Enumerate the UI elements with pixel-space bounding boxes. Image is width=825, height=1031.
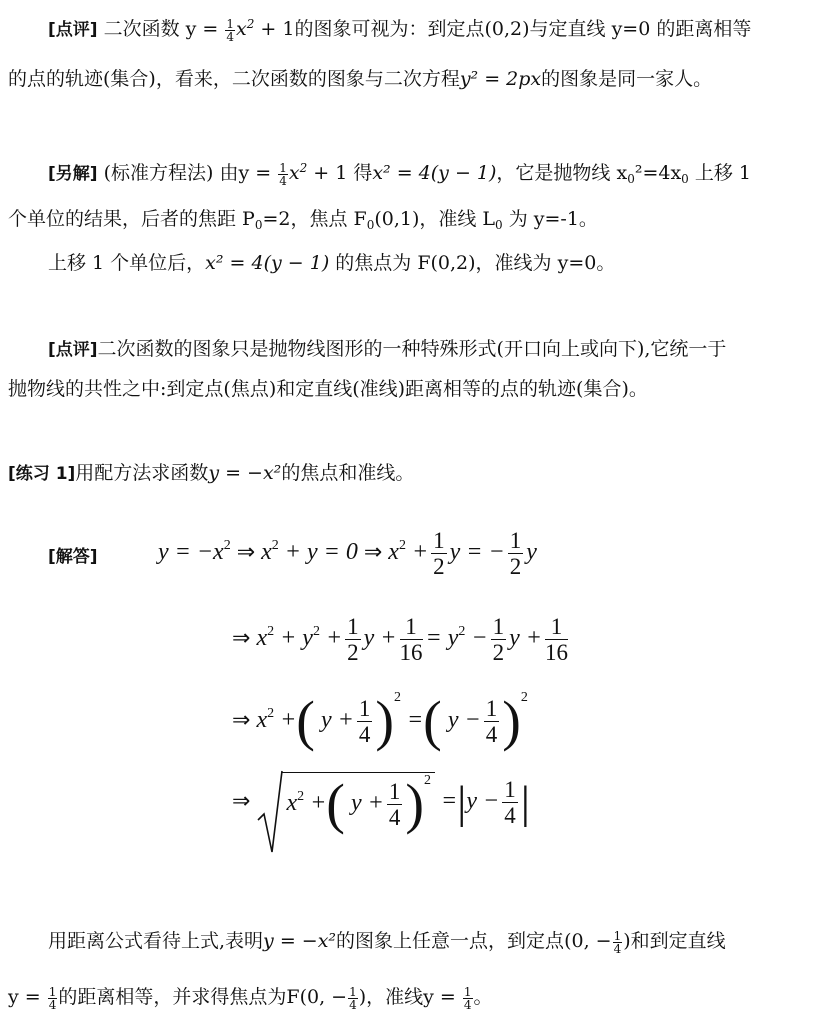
para2-line3-eq: x² = 4(y − 1) (205, 252, 330, 274)
para3-line2-text: 抛物线的共性之中:到定点(焦点)和定直线(准线)距离相等的点的轨迹(集合)。 (8, 378, 648, 400)
para1-line2 (8, 66, 825, 92)
para2-line2: 个单位的结果，后者的焦距 $P_0=2$，焦点 $F_0(0,1)$，准线 $L_0$ 为 y=-1。 (8, 208, 598, 232)
para2-text3c: 上移 1 (694, 162, 751, 184)
exercise-tag: [练习 1] (8, 464, 76, 484)
frac-quarter: $\frac{1}{4}$ (279, 160, 287, 188)
para2-line3a: 上移 1 个单位后， (48, 252, 206, 274)
para1-line2b: 的图象是同一家人。 (541, 68, 713, 90)
frac-quarter: $\frac{1}{4}$ (48, 984, 57, 1012)
para1-line2-eq: y² = 2px (459, 68, 542, 90)
exercise-line (8, 460, 825, 487)
conclusion-l1c: 和到定直线 (630, 930, 726, 952)
para1-text2: 的图象可视为：到定点(0,2)与定直线 y=0 的距离相等 (294, 18, 752, 40)
para2-eq2: x² = 4(y − 1) (372, 162, 497, 184)
answer-tag: [解答] (48, 547, 98, 567)
conclusion-eq: y = −x² (263, 930, 337, 952)
conclusion-line1 (48, 928, 825, 955)
para2-eq1a: y = (238, 162, 278, 184)
para1-eq-rest: + 1 (254, 18, 295, 40)
conclusion-l2a: y = (8, 986, 47, 1008)
x-squared: $x^2$ (236, 17, 255, 40)
exercise-text2: 的焦点和准线。 (281, 462, 415, 484)
para2-eq1b: + 1 (307, 162, 348, 184)
conclusion-l2c: ，准线 (366, 986, 424, 1008)
para2-line2-text: 个单位的结果，后者的焦距 P (8, 208, 255, 230)
para3-line1-text: 二次函数的图象只是抛物线图形的一种特殊形式(开口向上或向下),它统一于 (97, 338, 727, 360)
focus-value: F(0, − $\frac{1}{4}$ ) (286, 984, 367, 1012)
para1-text1: 二次函数 (103, 18, 180, 40)
alt-solution-tag: [另解] (48, 164, 98, 184)
x-squared: $x^2$ (288, 161, 308, 184)
review-tag-2: [点评] (48, 340, 98, 360)
para2-line3b: 的焦点为 F(0,2)，准线为 y=0。 (329, 252, 616, 274)
para2-text3b: ²=4x (634, 162, 682, 184)
para2-line2c: (0,1)，准线 L (374, 208, 496, 230)
derivation-step-4: ⇒ $x^2$ +( y + $\frac{1}{4}$ )$^2$ =|y − $\frac{1}{4}$ | (232, 772, 530, 832)
directrix-value: y = $\frac{1}{4}$ (423, 984, 472, 1012)
conclusion-l1a: 用距离公式看待上式,表明 (48, 930, 264, 952)
exercise-eq: y = −x² (208, 462, 282, 484)
para2-line1: [另解] (标准方程法) 由y = $\frac{1}{4}$ $x^2 + 1$ 得x² = 4(y − 1)，它是抛物线 $x_0^2=4x_0$ 上移 1 (48, 160, 751, 188)
conclusion-l2b: 的距离相等，并求得焦点为 (58, 986, 287, 1008)
para1-eq-y: y = (185, 18, 225, 40)
conclusion-l2d: 。 (473, 986, 493, 1008)
para2-text1: (标准方程法) 由 (103, 162, 239, 184)
para3-line1 (48, 336, 825, 363)
para2-text2: 得 (347, 162, 373, 184)
fixed-point: (0, − $\frac{1}{4}$ ) (564, 928, 631, 956)
para2-text3: ，它是抛物线 x (496, 162, 628, 184)
frac-quarter: $\frac{1}{4}$ (226, 16, 235, 44)
sqrt-icon (256, 770, 284, 854)
derivation-step-2: ⇒ $x^2 + y^2$ + $\frac{1}{2}$ y + $\frac{1}{16}$ = $y^2$ − $\frac{1}{2}$ y + $\frac{1}{16}$ (232, 614, 568, 665)
derivation-step-3: ⇒ $x^2$ +( y + $\frac{1}{4}$ )$^2$ =( y − $\frac{1}{4}$ )$^2$ (232, 690, 528, 753)
derivation-step-1: $y = -x^2$ ⇒ $x^2 + y = 0$ ⇒ $x^2$ + $\frac{1}{2}$ y = − $\frac{1}{2}$ y (158, 528, 537, 579)
para1-line2a: 的点的轨迹(集合)，看来，二次函数的图象与二次方程 (8, 68, 460, 90)
para2-line2d: 为 y=-1。 (508, 208, 598, 230)
conclusion-line2 (8, 984, 825, 1011)
conclusion-l1b: 的图象上任意一点，到定点 (336, 930, 565, 952)
para3-line2 (8, 376, 825, 402)
exercise-text1: 用配方法求函数 (75, 462, 209, 484)
para1-line1 (48, 16, 825, 43)
sqrt-expression: $x^2$ +( y + $\frac{1}{4}$ )$^2$ (256, 772, 435, 832)
para2-line2b: =2，焦点 F (262, 208, 367, 230)
para2-line3 (48, 250, 825, 276)
review-tag: [点评] (48, 20, 98, 40)
